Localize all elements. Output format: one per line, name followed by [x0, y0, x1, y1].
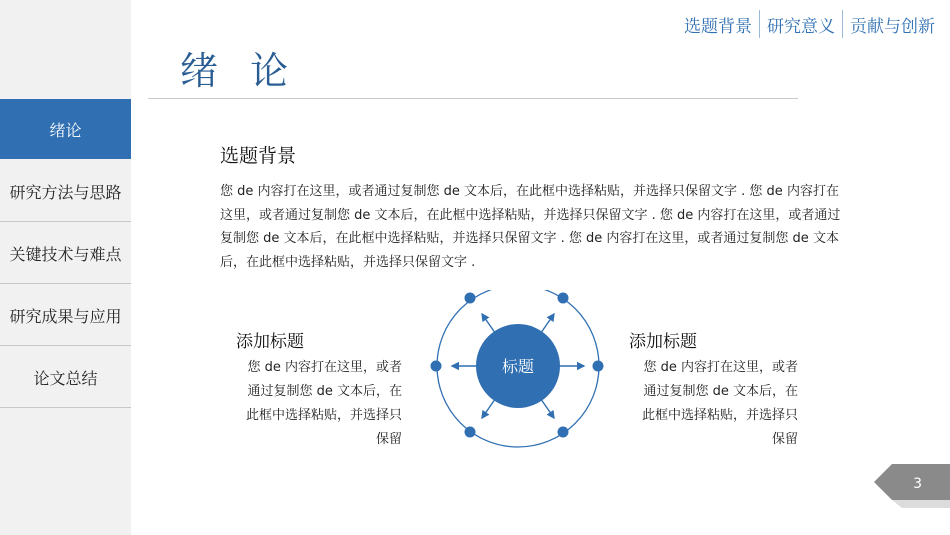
page-number: 3	[913, 476, 922, 492]
badge-shape	[874, 464, 950, 500]
right-block-title: 添加标题	[629, 332, 697, 352]
page-title: 绪 论	[180, 49, 299, 93]
tab-background[interactable]: 选题背景	[684, 16, 752, 37]
left-block-line: 保留	[375, 432, 402, 447]
left-block-line: 通过复制您 de 文本后，在	[247, 384, 402, 399]
left-block-text	[232, 356, 402, 452]
sidebar-item-label: 论文总结	[33, 368, 98, 388]
node-dot	[558, 293, 569, 304]
sidebar-item-methods[interactable]	[0, 161, 131, 222]
tab-significance[interactable]: 研究意义	[767, 16, 835, 37]
node-dot	[593, 361, 604, 372]
paragraph-line: 您 de 内容打在这里，或者通过复制您 de 文本后，在此框中选择粘贴，并选择只保留文字 . 您 de 内容打在	[220, 184, 839, 199]
sidebar-item-label: 研究成果与应用	[9, 306, 122, 326]
node-dot	[465, 293, 476, 304]
tab-contributions[interactable]: 贡献与创新	[850, 16, 935, 37]
section-paragraph	[220, 180, 862, 274]
node-dot	[465, 427, 476, 438]
right-block-line: 保留	[771, 432, 798, 447]
sidebar-item-label: 关键技术与难点	[9, 244, 122, 264]
left-block-line: 您 de 内容打在这里，或者	[247, 360, 402, 375]
badge-shadow	[892, 500, 950, 508]
left-block-title: 添加标题	[236, 332, 304, 352]
right-block-text	[628, 356, 798, 452]
sidebar-item-results[interactable]	[0, 285, 131, 346]
paragraph-line: 复制您 de 文本后，在此框中选择粘贴，并选择只保留文字 . 您 de 内容打在这里，或者通过复制您 de 文本	[220, 231, 839, 246]
node-dot	[558, 427, 569, 438]
right-block-line: 通过复制您 de 文本后，在	[643, 384, 798, 399]
sidebar-item-key-tech[interactable]	[0, 223, 131, 284]
right-block-line: 此框中选择粘贴，并选择只	[641, 408, 798, 423]
paragraph-line: 后，在此框中选择粘贴，并选择只保留文字 .	[220, 254, 476, 270]
page-badge	[874, 464, 950, 508]
left-block-line: 此框中选择粘贴，并选择只	[245, 408, 402, 423]
top-nav	[677, 10, 942, 38]
sidebar-item-label: 研究方法与思路	[9, 182, 122, 202]
title-divider	[148, 98, 798, 99]
node-dot	[431, 361, 442, 372]
sidebar	[0, 0, 131, 535]
section-heading: 选题背景	[220, 145, 297, 167]
right-block-line: 您 de 内容打在这里，或者	[643, 360, 798, 375]
sidebar-item-summary[interactable]	[0, 347, 131, 408]
sidebar-item-intro[interactable]	[0, 99, 131, 159]
sidebar-item-label: 绪论	[49, 120, 82, 140]
center-label: 标题	[501, 357, 534, 376]
paragraph-line: 这里，或者通过复制您 de 文本后，在此框中选择粘贴，并选择只保留文字 . 您 de 内容打在这里，或者通过	[220, 207, 841, 223]
